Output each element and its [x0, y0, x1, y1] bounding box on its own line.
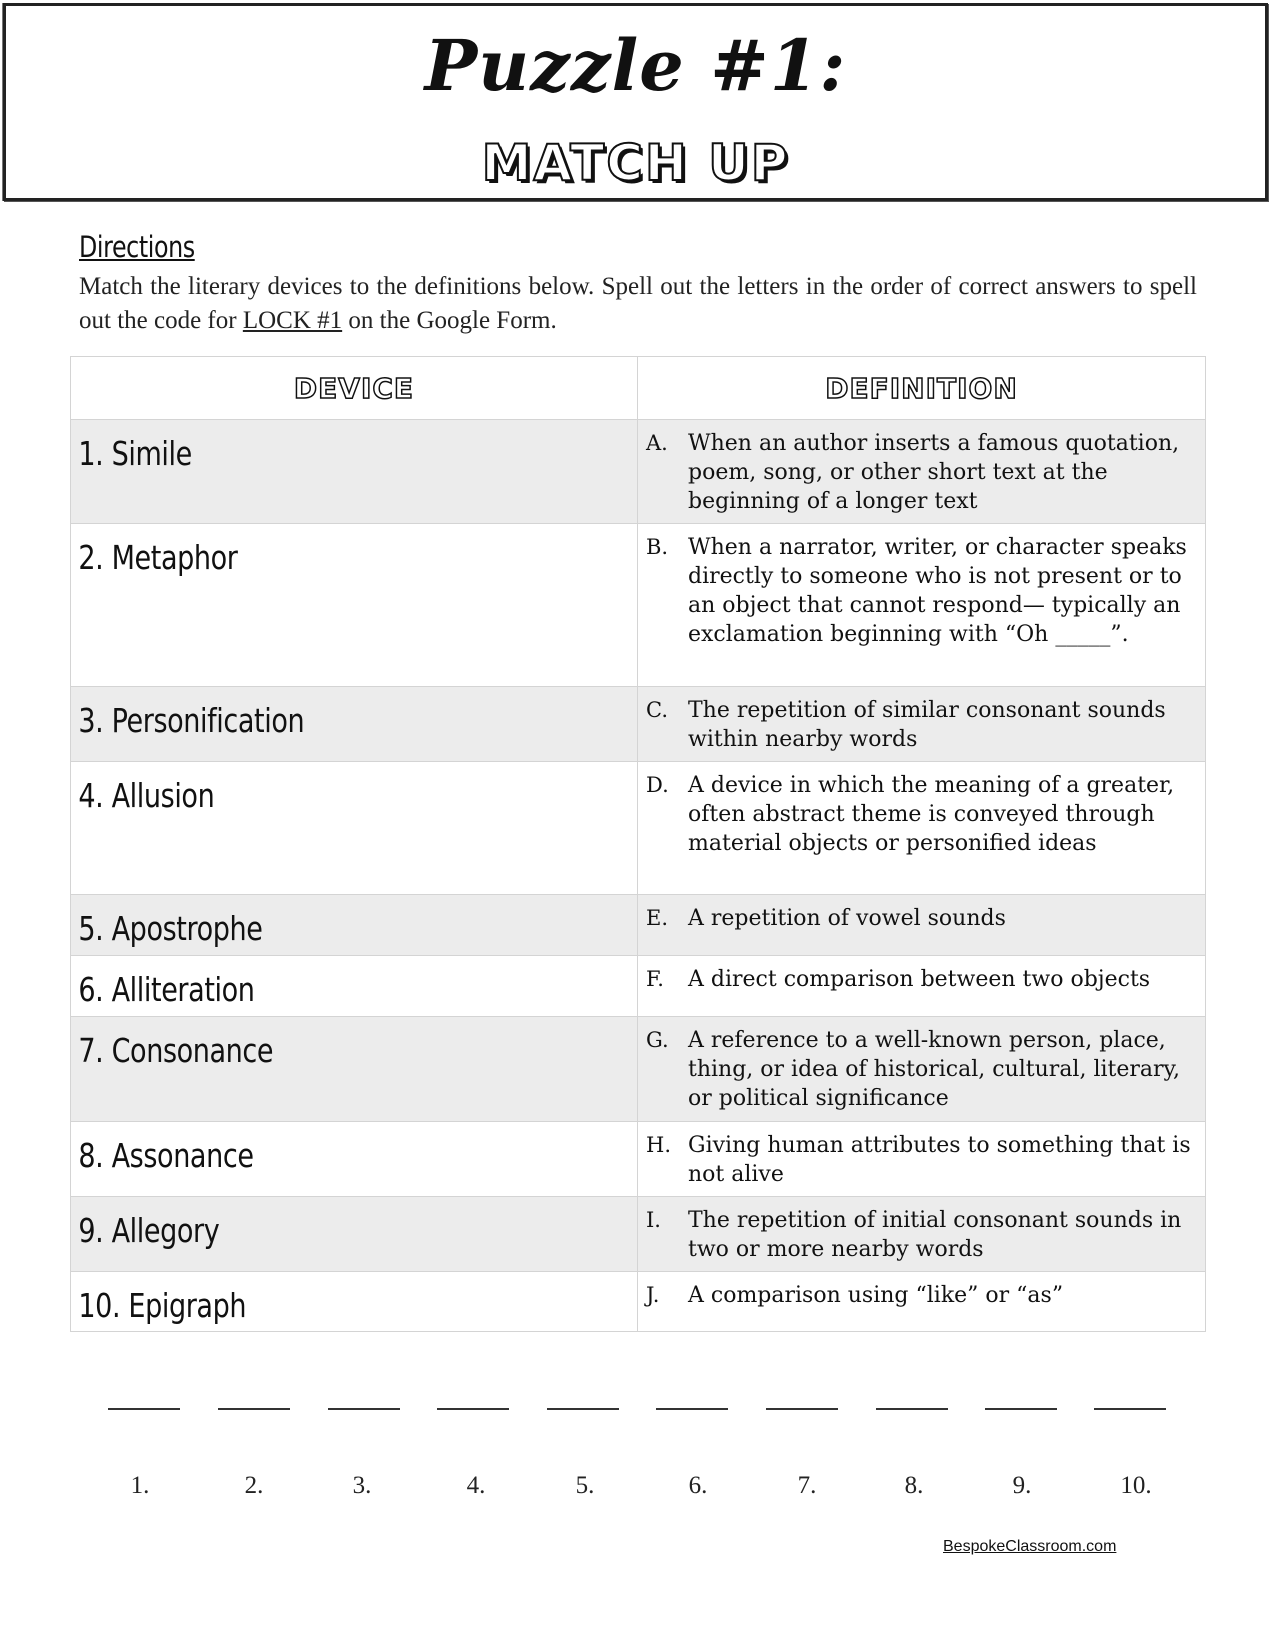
- device-name: 7. Consonance: [78, 1031, 274, 1070]
- definition-text: A direct comparison between two objects: [688, 967, 1151, 992]
- table-header-row: [71, 357, 1206, 420]
- answer-number: 2.: [244, 1472, 264, 1499]
- answer-number: 9.: [1012, 1472, 1032, 1499]
- definition-text: The repetition of similar consonant sounds within nearby words: [688, 698, 1166, 752]
- answer-number: 5.: [575, 1472, 595, 1499]
- table-row: [71, 1017, 1206, 1122]
- answer-blank[interactable]: [328, 1408, 400, 1410]
- answer-number: 3.: [352, 1472, 372, 1499]
- directions-text-before: Match the literary devices to the definitions below. Spell out the letters in the order of correct answers to spell out the code for: [79, 273, 1197, 334]
- answer-blank[interactable]: [985, 1408, 1057, 1410]
- device-name: 10. Epigraph: [78, 1286, 247, 1325]
- device-name: 4. Allusion: [78, 776, 215, 815]
- match-table: [70, 356, 1206, 1332]
- definition-letter: A.: [646, 431, 668, 455]
- answer-blank[interactable]: [766, 1408, 838, 1410]
- definition-text: A repetition of vowel sounds: [688, 906, 1006, 931]
- puzzle-title: Puzzle #1:: [424, 24, 847, 107]
- definition-text: A comparison using “like” or “as”: [688, 1283, 1064, 1308]
- answer-number: 10.: [1120, 1472, 1152, 1499]
- definition-text: The repetition of initial consonant sounds in two or more nearby words: [688, 1208, 1182, 1262]
- answer-blank[interactable]: [1094, 1408, 1166, 1410]
- definition-letter: F.: [646, 967, 664, 991]
- answer-number: 7.: [797, 1472, 817, 1499]
- definition-text: When a narrator, writer, or character speaks directly to someone who is not present or to an object that cannot respond— typically an exclamation beginning with “Oh _____”.: [688, 535, 1187, 647]
- device-column-header: DEVICE: [71, 357, 638, 420]
- directions-text-after: on the Google Form.: [342, 307, 557, 334]
- answer-number: 4.: [466, 1472, 486, 1499]
- table-row: [71, 956, 1206, 1017]
- answer-number: 6.: [688, 1472, 708, 1499]
- definition-letter: H.: [646, 1133, 671, 1157]
- answer-blank[interactable]: [876, 1408, 948, 1410]
- lock-label: LOCK #1: [242, 307, 343, 334]
- table-row: [71, 1272, 1206, 1332]
- definition-text: Giving human attributes to something that is not alive: [688, 1133, 1191, 1187]
- definition-letter: C.: [646, 698, 668, 722]
- directions-heading: Directions: [79, 230, 195, 264]
- definition-text: When an author inserts a famous quotation, poem, song, or other short text at the beginning of a longer text: [688, 431, 1180, 514]
- footer-link[interactable]: BespokeClassroom.com: [943, 1538, 1117, 1555]
- table-row: [71, 762, 1206, 895]
- table-row: [71, 524, 1206, 687]
- directions-text: [79, 270, 1197, 338]
- title-box: [3, 3, 1268, 201]
- answer-blank[interactable]: [108, 1408, 180, 1410]
- definition-text: A reference to a well-known person, place, thing, or idea of historical, cultural, literary, or political significance: [688, 1028, 1181, 1111]
- definition-column-header: DEFINITION: [638, 357, 1206, 420]
- device-name: 2. Metaphor: [78, 538, 238, 577]
- device-name: 9. Allegory: [78, 1211, 220, 1250]
- table-row: [71, 1197, 1206, 1272]
- table-row: [71, 895, 1206, 956]
- answer-number: 1.: [130, 1472, 150, 1499]
- answer-blank[interactable]: [218, 1408, 290, 1410]
- table-row: [71, 1122, 1206, 1197]
- definition-text: A device in which the meaning of a greater, often abstract theme is conveyed through material objects or personified ideas: [688, 773, 1175, 856]
- answer-blank[interactable]: [437, 1408, 509, 1410]
- match-up-title: MATCH UP: [481, 134, 790, 192]
- device-name: 3. Personification: [78, 701, 305, 740]
- table-row: [71, 420, 1206, 524]
- definition-letter: I.: [646, 1208, 661, 1232]
- definition-letter: D.: [646, 773, 669, 797]
- device-name: 6. Alliteration: [78, 970, 255, 1009]
- definition-letter: B.: [646, 535, 669, 559]
- device-name: 5. Apostrophe: [78, 909, 263, 948]
- answer-blank[interactable]: [656, 1408, 728, 1410]
- definition-letter: G.: [646, 1028, 669, 1052]
- answer-blank[interactable]: [547, 1408, 619, 1410]
- definition-letter: J.: [646, 1283, 660, 1307]
- device-name: 1. Simile: [78, 434, 192, 473]
- answer-number: 8.: [904, 1472, 924, 1499]
- table-row: [71, 687, 1206, 762]
- device-name: 8. Assonance: [78, 1136, 254, 1175]
- definition-letter: E.: [646, 906, 669, 930]
